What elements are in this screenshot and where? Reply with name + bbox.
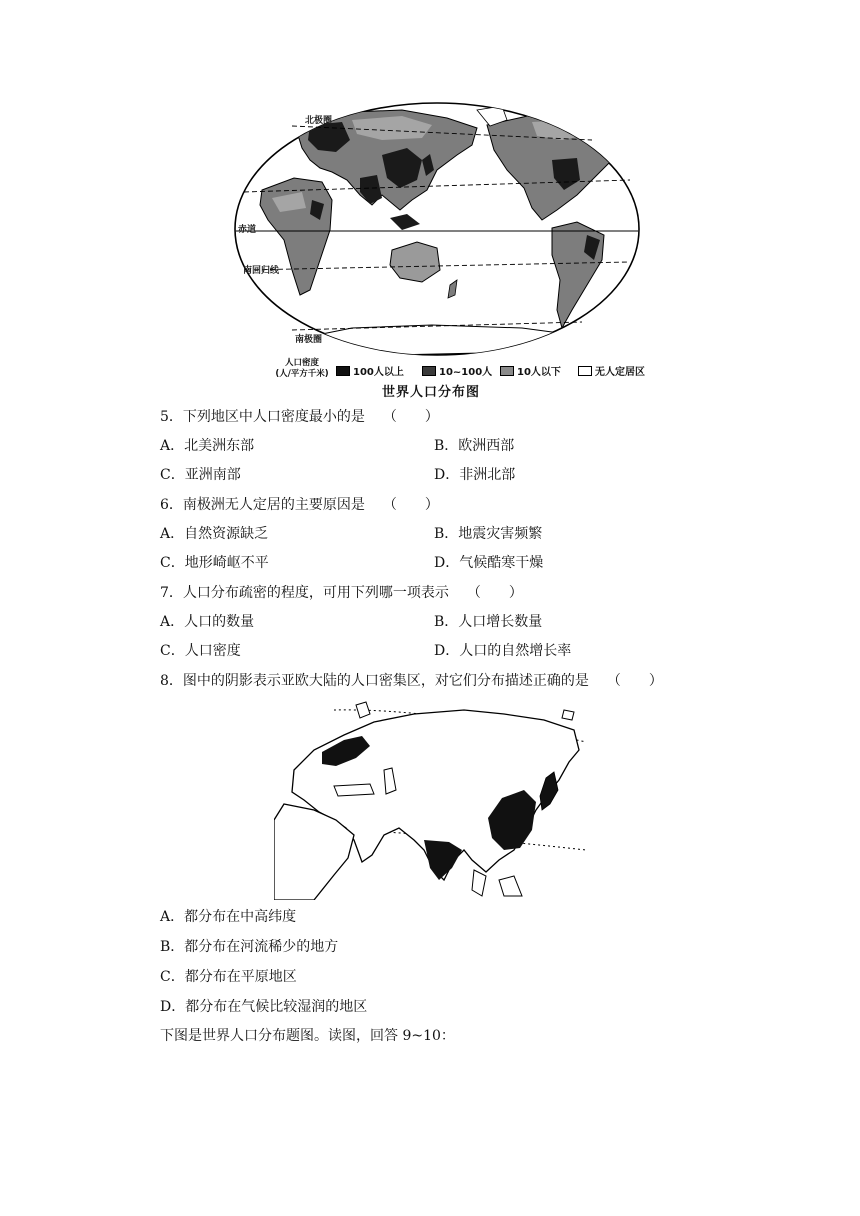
- question-7: 7．人口分布疏密的程度，可用下列哪一项表示 （ ）: [160, 585, 523, 601]
- legend-swatch: [578, 366, 592, 376]
- label-tropic-of-capricorn: 南回归线: [243, 266, 280, 276]
- q7-option-b: B．人口增长数量: [434, 614, 543, 630]
- q8-option-b: B．都分布在河流稀少的地方: [160, 939, 339, 955]
- legend-item-10-100: 10~100人: [422, 363, 492, 378]
- q6-option-b: B．地震灾害频繁: [434, 526, 543, 542]
- q7-option-d: D．人口的自然增长率: [434, 643, 572, 659]
- legend-title: 人口密度 (人/平方千米): [275, 358, 329, 379]
- question-5: 5．下列地区中人口密度最小的是 （ ）: [160, 409, 439, 425]
- q5-option-c: C．亚洲南部: [160, 467, 241, 483]
- legend-item-uninhabited: 无人定居区: [578, 363, 645, 378]
- question-6: 6．南极洲无人定居的主要原因是 （ ）: [160, 497, 439, 513]
- q8-option-a: A．都分布在中高纬度: [160, 909, 297, 925]
- question-8: 8．图中的阴影表示亚欧大陆的人口密集区，对它们分布描述正确的是 （ ）: [160, 673, 663, 689]
- q5-option-b: B．欧洲西部: [434, 438, 515, 454]
- q7-option-c: C．人口密度: [160, 643, 241, 659]
- label-arctic-circle: 北极圈: [305, 116, 333, 126]
- legend-item-under-10: 10人以下: [500, 363, 561, 378]
- eurasia-population-map: [274, 700, 586, 900]
- world-population-map: [232, 100, 642, 358]
- q6-option-a: A．自然资源缺乏: [160, 526, 269, 542]
- q5-option-d: D．非洲北部: [434, 467, 516, 483]
- q5-option-a: A．北美洲东部: [160, 438, 255, 454]
- legend-swatch: [422, 366, 436, 376]
- q8-option-c: C．都分布在平原地区: [160, 969, 297, 985]
- legend-item-100-plus: 100人以上: [336, 363, 404, 378]
- label-antarctic-circle: 南极圈: [295, 335, 323, 345]
- q6-option-d: D．气候酷寒干燥: [434, 555, 544, 571]
- legend-swatch: [500, 366, 514, 376]
- intro-questions-9-10: 下图是世界人口分布题图。读图，回答 9~10：: [160, 1028, 455, 1044]
- q7-option-a: A．人口的数量: [160, 614, 255, 630]
- label-equator: 赤道: [238, 225, 257, 235]
- legend-swatch: [336, 366, 350, 376]
- map-caption: 世界人口分布图: [382, 385, 481, 400]
- q8-option-d: D．都分布在气候比较湿润的地区: [160, 999, 368, 1015]
- q6-option-c: C．地形崎岖不平: [160, 555, 269, 571]
